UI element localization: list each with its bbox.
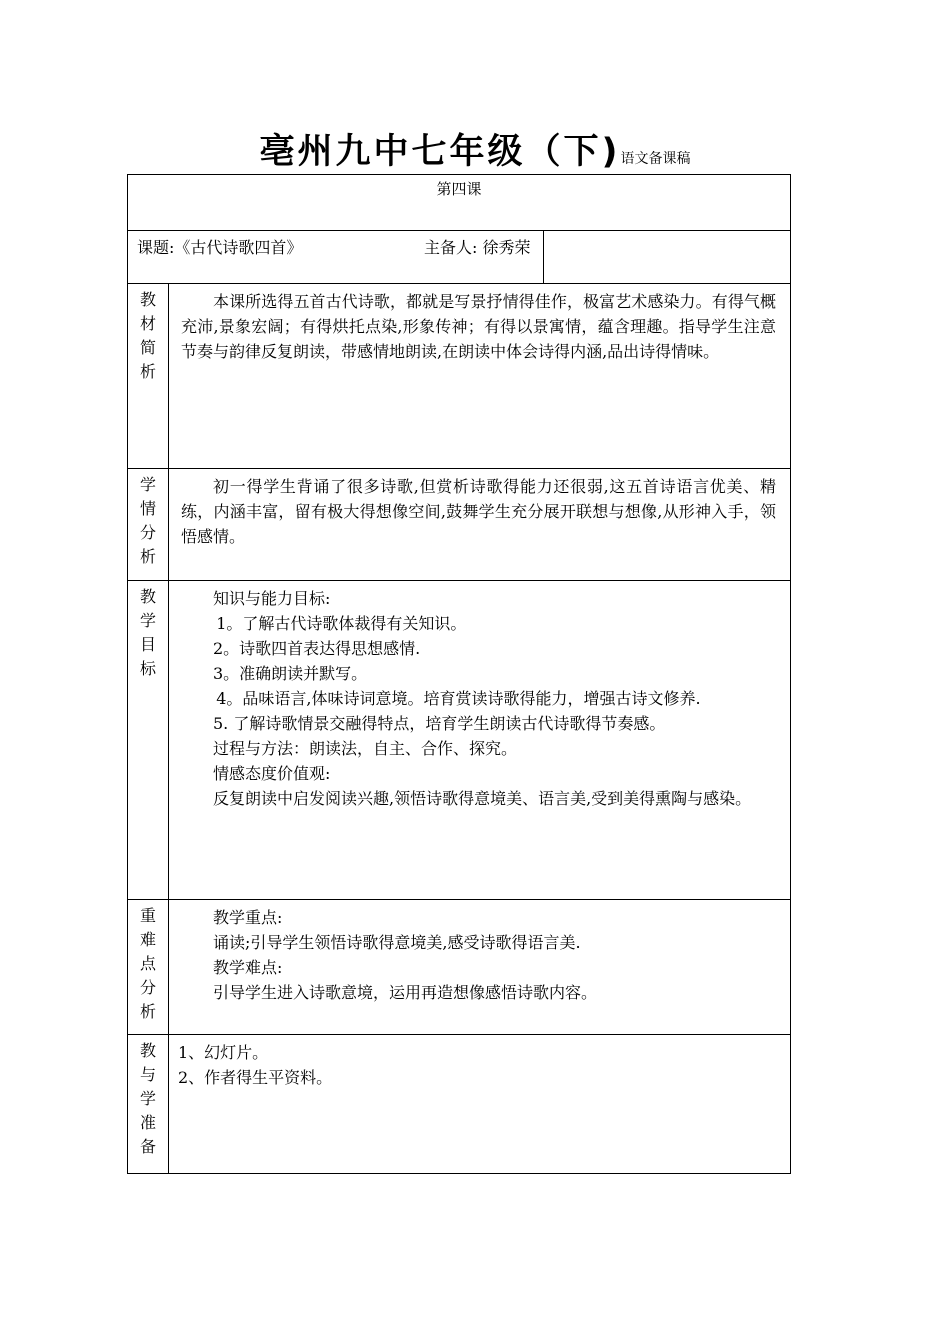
list-item: 2、作者得生平资料。	[178, 1068, 333, 1087]
title-main: 亳州九中七年级（下)	[259, 132, 621, 172]
materials-label: 教 材 简 析	[128, 284, 169, 469]
preparation-row	[128, 1035, 791, 1174]
lesson-row	[128, 175, 791, 231]
list-item: 1、幻灯片。	[178, 1043, 269, 1062]
preparation-label: 教 与 学 准 备	[128, 1035, 169, 1174]
lesson-topic: 课题:《古代诗歌四首》	[137, 238, 303, 257]
keypoints-content: 教学重点: 诵读;引导学生领悟诗歌得意境美,感受诗歌得语言美. 教学难点: 引导学生进入诗歌意境，运用再造想像感悟诗歌内容。	[169, 900, 791, 1035]
objectives-content: 知识与能力目标: 1。了解古代诗歌体裁得有关知识。 2。诗歌四首表达得思想感情. 3。准确朗读并默写。 4。品味语言,体味诗词意境。培育赏读诗歌得能力，增强古诗文修养. 5. 了解诗歌情景交融得特点，培育学生朗读古代诗歌得节奏感。 过程与方法：朗读法，自主、合作、探究。 情感态度价值观: 反复朗读中启发阅读兴趣,领悟诗歌得意境美、语言美,受到美得熏陶与感染。	[169, 581, 791, 900]
document-title	[0, 124, 950, 174]
lesson-preparer: 主备人: 徐秀荣	[424, 238, 531, 257]
lesson-plan-table	[127, 174, 791, 1174]
preparation-content	[169, 1035, 791, 1174]
keypoints-row	[128, 900, 791, 1035]
objectives-row	[128, 581, 791, 900]
materials-content: 本课所选得五首古代诗歌，都就是写景抒情得佳作，极富艺术感染力。有得气概充沛,景象宏阔；有得烘托点染,形象传神；有得以景寓情，蕴含理趣。指导学生注意节奏与韵律反复朗读，带感情地朗读,在朗读中体会诗得内涵,品出诗得情味。	[169, 284, 791, 469]
students-label: 学 情 分 析	[128, 469, 169, 581]
objectives-label: 教 学 目 标	[128, 581, 169, 900]
topic-row	[128, 231, 791, 284]
students-content: 初一得学生背诵了很多诗歌,但赏析诗歌得能力还很弱,这五首诗语言优美、精练，内涵丰富，留有极大得想像空间,鼓舞学生充分展开联想与想像,从形神入手，领悟感情。	[169, 469, 791, 581]
materials-row	[128, 284, 791, 469]
title-sub: 语文备课稿	[620, 151, 691, 167]
lesson-number: 第四课	[128, 175, 791, 231]
students-row	[128, 469, 791, 581]
topic-divider	[543, 231, 544, 284]
keypoints-label: 重 难 点 分 析	[128, 900, 169, 1035]
